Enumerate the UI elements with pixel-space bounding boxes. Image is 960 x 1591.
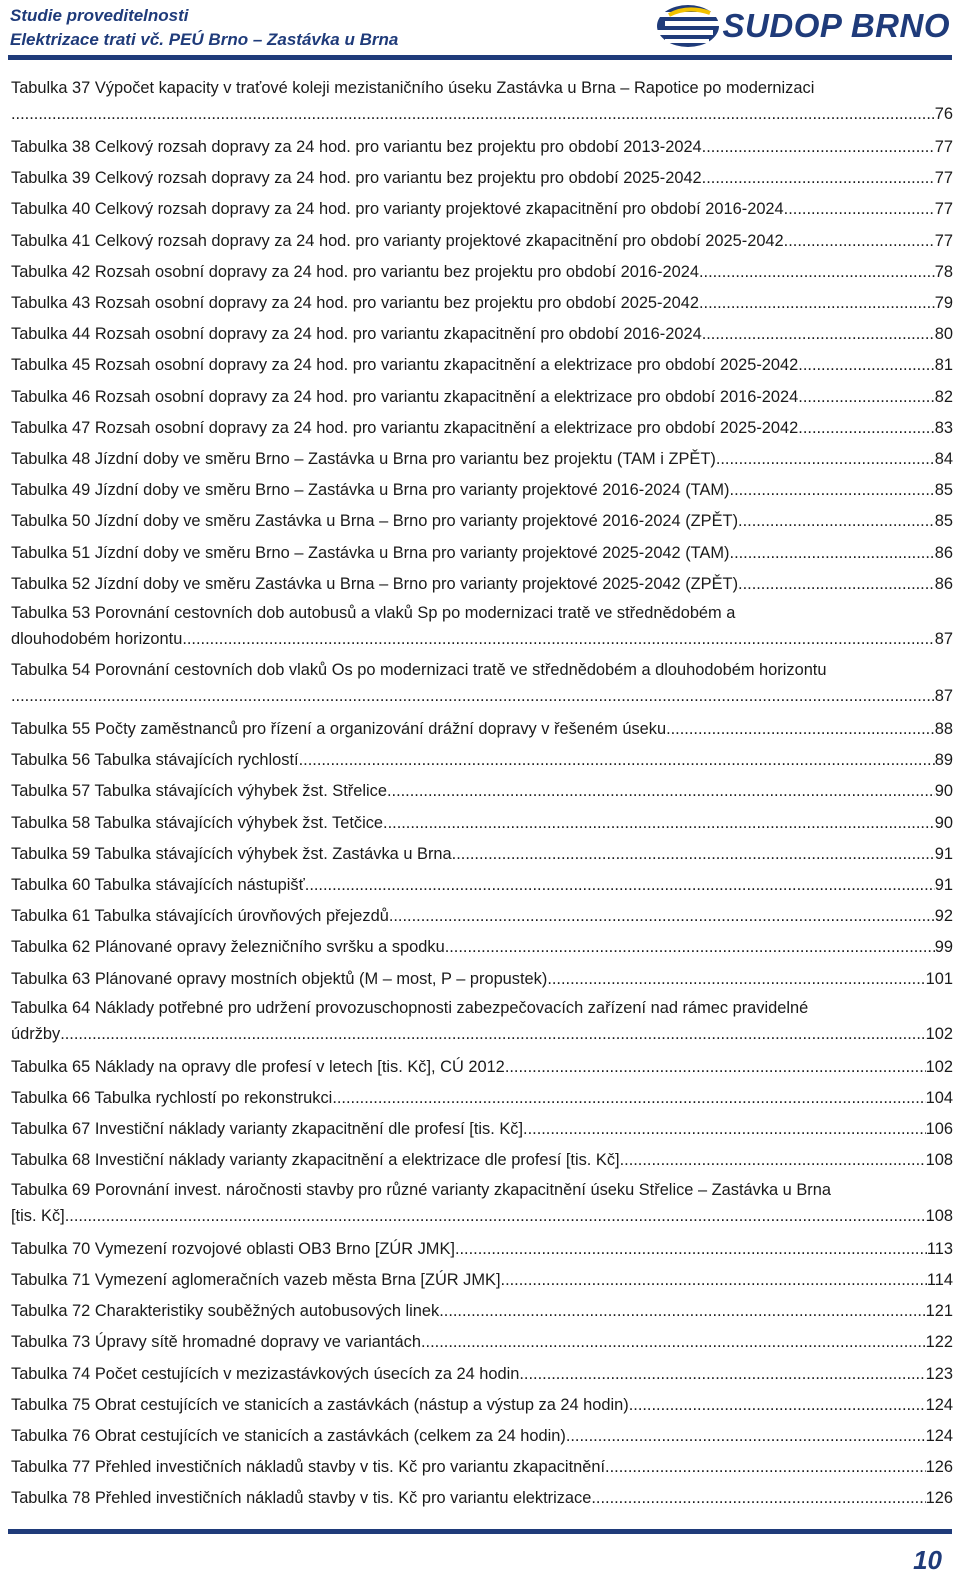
- toc-leader-dots: [629, 1390, 926, 1421]
- toc-entry-title: Tabulka 73 Úpravy sítě hromadné dopravy ve variantách: [11, 1333, 421, 1352]
- toc-entry[interactable]: [11, 1083, 953, 1114]
- toc-entry-title: Tabulka 62 Plánované opravy železničního svršku a spodku: [11, 938, 445, 957]
- toc-entry-line: [11, 626, 953, 652]
- toc-entry-page: 90: [934, 782, 953, 801]
- toc-leader-dots: [387, 776, 935, 807]
- toc-entry-page: 90: [934, 813, 953, 832]
- toc-entry-page: 88: [934, 720, 953, 739]
- logo-text: SUDOP BRNO: [722, 7, 950, 44]
- toc-leader-dots: [784, 226, 935, 257]
- toc-entry-title: Tabulka 38 Celkový rozsah dopravy za 24 hod. pro variantu bez projektu pro období 2013-2024: [11, 138, 702, 156]
- toc-entry-line: [11, 163, 953, 194]
- toc-entry[interactable]: [11, 444, 953, 475]
- toc-entry[interactable]: [11, 319, 953, 350]
- toc-entry-page: 79: [934, 294, 953, 313]
- toc-leader-dots: [305, 870, 935, 901]
- toc-entry-page: 86: [934, 543, 953, 562]
- toc-entry[interactable]: [11, 413, 953, 444]
- toc-leader-dots: [699, 288, 935, 319]
- toc-entry-title: Tabulka 77 Přehled investičních nákladů stavby v tis. Kč pro variantu zkapacitnění: [11, 1458, 606, 1477]
- toc-entry-line: [11, 870, 953, 901]
- toc-leader-dots: [455, 1234, 927, 1265]
- toc-entry-title: dlouhodobém horizontu: [11, 630, 183, 649]
- toc-entry-title: Tabulka 63 Plánované opravy mostních objektů (M – most, P – propustek): [11, 969, 548, 988]
- toc-entry[interactable]: [11, 714, 953, 745]
- toc-leader-dots: [591, 1483, 925, 1514]
- toc-entry-title: Tabulka 68 Investiční náklady varianty zkapacitnění a elektrizace dle profesí [tis. Kč]: [11, 1151, 620, 1170]
- toc-entry-page: 91: [934, 876, 953, 895]
- toc-entry-line: [11, 413, 953, 444]
- toc-entry[interactable]: [11, 350, 953, 381]
- toc-entry-title: Tabulka 60 Tabulka stávajících nástupišť: [11, 876, 305, 895]
- toc-entry-title: Tabulka 70 Vymezení rozvojové oblasti OB3 Brno [ZÚR JMK]: [11, 1239, 455, 1258]
- toc-entry-page: 83: [934, 418, 953, 437]
- toc-leader-dots: [421, 1327, 926, 1358]
- toc-entry-line: [11, 194, 953, 225]
- toc-entry[interactable]: [11, 1421, 953, 1452]
- toc-leader-dots: [505, 1052, 926, 1083]
- document-title-line2: Elektrizace trati vč. PEÚ Brno – Zastávka u Brna: [10, 30, 399, 49]
- toc-entry-line: [11, 506, 953, 537]
- toc-entry[interactable]: [11, 776, 953, 807]
- toc-entry[interactable]: [11, 1177, 953, 1234]
- toc-entry[interactable]: [11, 382, 953, 413]
- toc-leader-dots: [65, 1203, 926, 1229]
- toc-entry-page: 87: [934, 630, 953, 649]
- toc-entry-line: [11, 964, 953, 995]
- toc-entry-line: [11, 569, 953, 600]
- toc-leader-dots: [60, 1021, 925, 1047]
- toc-leader-dots: [666, 714, 935, 745]
- toc-entry-page: 108: [925, 1206, 953, 1225]
- toc-entry-title: Tabulka 47 Rozsah osobní dopravy za 24 hod. pro variantu zkapacitnění a elektrizace pro období 2025-2042: [11, 418, 799, 437]
- toc-entry-line: [11, 257, 953, 288]
- toc-entry-title-line: Tabulka 37 Výpočet kapacity v traťové koleji mezistaničního úseku Zastávka u Brna – Rapotice po modernizaci: [11, 79, 815, 97]
- toc-entry[interactable]: [11, 1114, 953, 1145]
- toc-leader-dots: [620, 1145, 926, 1176]
- toc-entry-line: [11, 1452, 953, 1483]
- toc-entry-line: [11, 350, 953, 381]
- toc-entry-title: Tabulka 66 Tabulka rychlostí po rekonstrukci: [11, 1089, 333, 1108]
- toc-entry-line: [11, 1021, 953, 1047]
- toc-leader-dots: [605, 1452, 926, 1483]
- toc-entry[interactable]: [11, 288, 953, 319]
- toc-entry-page: 80: [934, 325, 953, 344]
- toc-entry[interactable]: [11, 194, 953, 225]
- toc-entry[interactable]: [11, 657, 953, 714]
- toc-entry-page: 114: [926, 1270, 953, 1289]
- toc-entry-title: Tabulka 48 Jízdní doby ve směru Brno – Zastávka u Brna pro variantu bez projektu (TAM i ZPĚT): [11, 450, 716, 469]
- toc-entry-line: [11, 132, 953, 163]
- toc-leader-dots: [452, 839, 935, 870]
- toc-entry-line: [11, 1390, 953, 1421]
- toc-entry-title: Tabulka 67 Investiční náklady varianty zkapacitnění dle profesí [tis. Kč]: [11, 1120, 524, 1139]
- toc-entry-line: [11, 1052, 953, 1083]
- toc-entry-page: 99: [934, 938, 953, 957]
- toc-entry-title: Tabulka 45 Rozsah osobní dopravy za 24 hod. pro variantu zkapacitnění a elektrizace pro období 2025-2042: [11, 356, 799, 375]
- toc-entry-title: Tabulka 57 Tabulka stávajících výhybek žst. Střelice: [11, 782, 387, 801]
- toc-entry[interactable]: [11, 839, 953, 870]
- toc-entry-line: [11, 1327, 953, 1358]
- toc-entry[interactable]: [11, 1265, 953, 1296]
- toc-entry-title-line: Tabulka 54 Porovnání cestovních dob vlaků Os po modernizaci tratě ve střednědobém a dlouhodobém horizontu: [11, 661, 827, 680]
- toc-entry-page: 78: [934, 262, 953, 281]
- toc-entry-line: [11, 382, 953, 413]
- toc-entry-line: [11, 1145, 953, 1176]
- toc-entry-page: 126: [925, 1458, 953, 1477]
- toc-leader-dots: [798, 413, 934, 444]
- toc-entry-page: 86: [934, 574, 953, 593]
- toc-entry-line: [11, 475, 953, 506]
- toc-entry-page: 102: [925, 1024, 953, 1043]
- toc-leader-dots: [730, 538, 935, 569]
- toc-entry[interactable]: [11, 569, 953, 600]
- toc-leader-dots: [702, 132, 935, 163]
- toc-entry[interactable]: [11, 1052, 953, 1083]
- toc-entry-page: 108: [925, 1151, 953, 1170]
- toc-entry-line: [11, 901, 953, 932]
- toc-entry[interactable]: [11, 1452, 953, 1483]
- toc-entry-page: 126: [925, 1489, 953, 1508]
- toc-entry-line: [11, 1114, 953, 1145]
- toc-entry[interactable]: [11, 870, 953, 901]
- toc-leader-dots: [730, 475, 935, 506]
- toc-entry-page: 123: [925, 1364, 953, 1383]
- toc-entry[interactable]: [11, 257, 953, 288]
- toc-entry-line: [11, 319, 953, 350]
- toc-entry-line: [11, 808, 953, 839]
- toc-entry-page: 106: [925, 1120, 953, 1139]
- toc-entry-page: 77: [934, 200, 953, 219]
- toc-entry-line: [11, 714, 953, 745]
- toc-entry-line: [11, 1296, 953, 1327]
- table-list: [11, 75, 953, 1515]
- toc-entry-page: 122: [925, 1333, 953, 1352]
- toc-leader-dots: [501, 1265, 927, 1296]
- toc-entry[interactable]: [11, 132, 953, 163]
- toc-entry-line: [11, 839, 953, 870]
- toc-entry-title-line: Tabulka 64 Náklady potřebné pro udržení provozuschopnosti zabezpečovacích zařízení nad rámec pravidelné: [11, 998, 809, 1017]
- toc-leader-dots: [383, 808, 935, 839]
- toc-entry-line: [11, 444, 953, 475]
- toc-entry-title: Tabulka 51 Jízdní doby ve směru Brno – Zastávka u Brna pro varianty projektové 2025-2042 (TAM): [11, 543, 730, 562]
- toc-entry-title: Tabulka 42 Rozsah osobní dopravy za 24 hod. pro variantu bez projektu pro období 2016-2024: [11, 262, 699, 281]
- page-number: 10: [913, 1545, 942, 1575]
- toc-entry[interactable]: [11, 964, 953, 995]
- toc-entry-title: Tabulka 75 Obrat cestujících ve stanicích a zastávkách (nástup a výstup za 24 hodin): [11, 1395, 629, 1414]
- company-logo: [655, 2, 950, 50]
- toc-entry[interactable]: [11, 506, 953, 537]
- toc-leader-dots: [716, 444, 935, 475]
- toc-entry-page: 104: [925, 1089, 953, 1108]
- toc-entry[interactable]: [11, 1296, 953, 1327]
- toc-entry-title: Tabulka 65 Náklady na opravy dle profesí v letech [tis. Kč], CÚ 2012: [11, 1057, 505, 1076]
- toc-leader-dots: [523, 1114, 926, 1145]
- toc-entry-title: Tabulka 41 Celkový rozsah dopravy za 24 hod. pro varianty projektové zkapacitnění pro období 2025-2042: [11, 231, 784, 250]
- toc-entry-title: Tabulka 40 Celkový rozsah dopravy za 24 hod. pro varianty projektové zkapacitnění pro období 2016-2024: [11, 200, 784, 219]
- toc-entry[interactable]: [11, 745, 953, 776]
- toc-entry-line: [11, 101, 953, 127]
- toc-leader-dots: [519, 1359, 925, 1390]
- toc-entry[interactable]: [11, 1483, 953, 1514]
- toc-leader-dots: [699, 257, 935, 288]
- toc-entry-line: [11, 226, 953, 257]
- toc-entry-title: [tis. Kč]: [11, 1206, 65, 1225]
- toc-leader-dots: [389, 901, 935, 932]
- toc-entry-title: Tabulka 58 Tabulka stávajících výhybek žst. Tetčice: [11, 813, 384, 832]
- toc-entry-title: Tabulka 78 Přehled investičních nákladů stavby v tis. Kč pro variantu elektrizace: [11, 1489, 592, 1508]
- toc-entry-page: 77: [934, 169, 953, 188]
- toc-entry-title: Tabulka 52 Jízdní doby ve směru Zastávka u Brna – Brno pro varianty projektové 2025-2042 (ZPĚT): [11, 574, 739, 593]
- toc-entry-line: [11, 776, 953, 807]
- toc-entry-page: 76: [934, 105, 953, 123]
- toc-entry-title: Tabulka 59 Tabulka stávajících výhybek žst. Zastávka u Brna: [11, 844, 452, 863]
- toc-entry-title: Tabulka 55 Počty zaměstnanců pro řízení a organizování drážní dopravy v řešeném úseku: [11, 720, 667, 739]
- toc-entry-title: Tabulka 72 Charakteristiky souběžných autobusových linek: [11, 1302, 440, 1321]
- toc-leader-dots: [738, 569, 935, 600]
- toc-entry-page: 101: [925, 969, 953, 988]
- toc-entry-page: 85: [934, 512, 953, 531]
- toc-entry[interactable]: [11, 1327, 953, 1358]
- toc-entry-line: [11, 1083, 953, 1114]
- footer-divider: [8, 1529, 952, 1534]
- toc-entry[interactable]: [11, 995, 953, 1052]
- toc-entry-title-line: Tabulka 69 Porovnání invest. náročnosti stavby pro různé varianty zkapacitnění úseku Střelice – Zastávka u Brna: [11, 1180, 831, 1199]
- toc-entry[interactable]: [11, 163, 953, 194]
- toc-leader-dots: [439, 1296, 925, 1327]
- toc-entry-page: 102: [925, 1057, 953, 1076]
- toc-entry-page: 84: [934, 450, 953, 469]
- toc-entry[interactable]: [11, 600, 953, 657]
- toc-entry-title: Tabulka 76 Obrat cestujících ve stanicích a zastávkách (celkem za 24 hodin): [11, 1426, 566, 1445]
- toc-entry-page: 89: [934, 751, 953, 770]
- toc-entry[interactable]: [11, 538, 953, 569]
- toc-entry-line: [11, 538, 953, 569]
- toc-entry-title: údržby: [11, 1024, 61, 1043]
- toc-leader-dots: [332, 1083, 925, 1114]
- toc-entry-title: Tabulka 61 Tabulka stávajících úrovňových přejezdů: [11, 907, 389, 926]
- toc-entry-title: Tabulka 56 Tabulka stávajících rychlostí: [11, 751, 299, 770]
- toc-entry-line: [11, 1203, 953, 1229]
- toc-leader-dots: [566, 1421, 926, 1452]
- toc-entry-page: 92: [934, 907, 953, 926]
- toc-leader-dots: [547, 964, 925, 995]
- toc-entry-line: [11, 932, 953, 963]
- header-divider: [8, 55, 952, 60]
- toc-entry-page: 81: [934, 356, 953, 375]
- toc-entry-title: Tabulka 50 Jízdní doby ve směru Zastávka u Brna – Brno pro varianty projektové 2016-2024 (ZPĚT): [11, 512, 739, 531]
- document-title: [10, 4, 398, 52]
- toc-entry-page: 121: [925, 1302, 953, 1321]
- toc-leader-dots: [445, 932, 935, 963]
- toc-entry-title: Tabulka 49 Jízdní doby ve směru Brno – Zastávka u Brna pro varianty projektové 2016-2024 (TAM): [11, 481, 730, 500]
- toc-leader-dots: [798, 350, 934, 381]
- toc-leader-dots: [11, 683, 935, 709]
- toc-entry-title: Tabulka 71 Vymezení aglomeračních vazeb města Brna [ZÚR JMK]: [11, 1270, 501, 1289]
- toc-entry-title-line: Tabulka 53 Porovnání cestovních dob autobusů a vlaků Sp po modernizaci tratě ve střednědobém a: [11, 604, 736, 623]
- toc-entry-line: [11, 745, 953, 776]
- document-title-line1: Studie proveditelnosti: [10, 6, 189, 25]
- toc-entry-title: Tabulka 44 Rozsah osobní dopravy za 24 hod. pro variantu zkapacitnění pro období 2016-2024: [11, 325, 702, 344]
- toc-entry-line: [11, 288, 953, 319]
- toc-entry-title: Tabulka 39 Celkový rozsah dopravy za 24 hod. pro variantu bez projektu pro období 2025-2042: [11, 169, 702, 188]
- toc-entry-line: [11, 1234, 953, 1265]
- toc-leader-dots: [798, 382, 934, 413]
- sudop-logo-icon: [655, 3, 721, 49]
- toc-entry[interactable]: [11, 475, 953, 506]
- toc-leader-dots: [784, 194, 935, 225]
- toc-entry-page: 77: [934, 138, 953, 156]
- toc-entry[interactable]: [11, 1390, 953, 1421]
- toc-entry-line: [11, 1359, 953, 1390]
- toc-leader-dots: [182, 626, 934, 652]
- toc-entry-page: 91: [934, 844, 953, 863]
- toc-entry[interactable]: [11, 808, 953, 839]
- toc-entry[interactable]: [11, 901, 953, 932]
- toc-leader-dots: [702, 163, 935, 194]
- toc-entry[interactable]: [11, 75, 953, 132]
- toc-entry-page: 85: [934, 481, 953, 500]
- toc-entry[interactable]: [11, 1145, 953, 1176]
- toc-entry[interactable]: [11, 1234, 953, 1265]
- toc-entry-title: Tabulka 74 Počet cestujících v mezizastávkových úsecích za 24 hodin: [11, 1364, 520, 1383]
- toc-entry-page: 87: [934, 687, 953, 706]
- toc-entry-page: 82: [934, 387, 953, 406]
- toc-entry-line: [11, 1483, 953, 1514]
- toc-leader-dots: [299, 745, 935, 776]
- toc-entry[interactable]: [11, 932, 953, 963]
- toc-entry-page: 77: [934, 231, 953, 250]
- toc-entry-title: Tabulka 46 Rozsah osobní dopravy za 24 hod. pro variantu zkapacitnění a elektrizace pro období 2016-2024: [11, 387, 799, 406]
- page-header: [0, 0, 960, 60]
- toc-entry[interactable]: [11, 1359, 953, 1390]
- toc-leader-dots: [738, 506, 935, 537]
- toc-leader-dots: [11, 101, 935, 127]
- toc-entry-page: 113: [926, 1239, 953, 1258]
- toc-leader-dots: [702, 319, 935, 350]
- toc-entry-title: Tabulka 43 Rozsah osobní dopravy za 24 hod. pro variantu bez projektu pro období 2025-2042: [11, 294, 699, 313]
- toc-entry-line: [11, 1265, 953, 1296]
- toc-entry-line: [11, 1421, 953, 1452]
- toc-entry-page: 124: [925, 1426, 953, 1445]
- toc-entry-page: 124: [925, 1395, 953, 1414]
- toc-entry-line: [11, 683, 953, 709]
- toc-entry[interactable]: [11, 226, 953, 257]
